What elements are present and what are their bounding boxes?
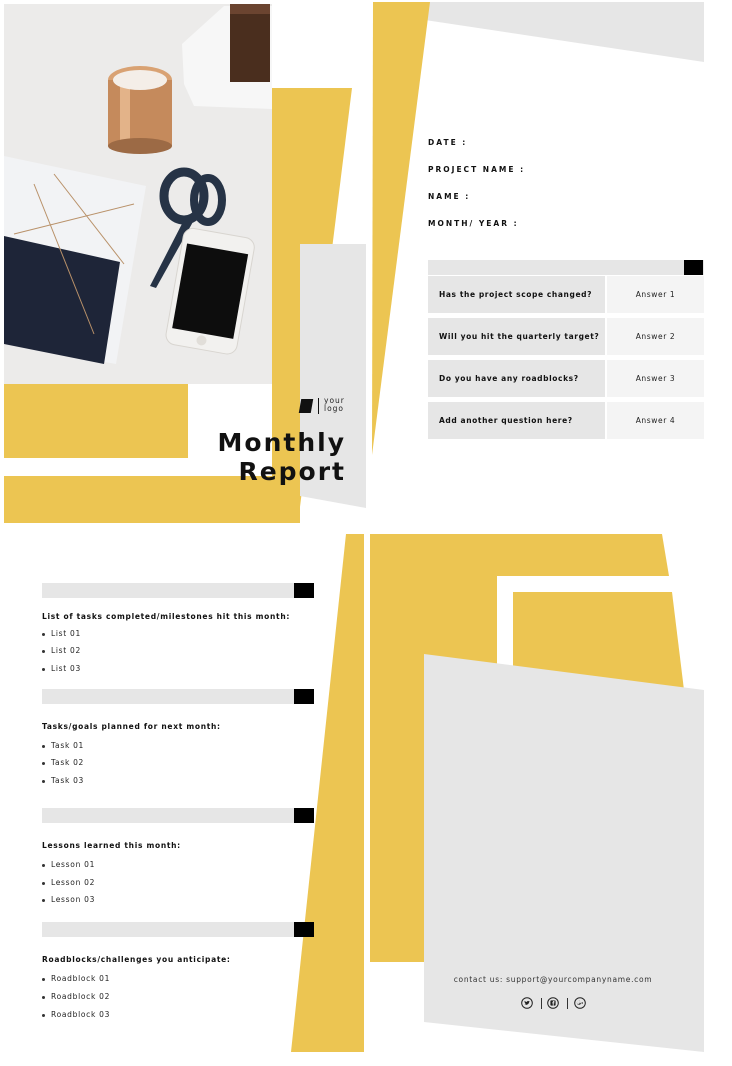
- logo-text-line: your: [324, 396, 345, 405]
- section-title: List of tasks completed/milestones hit this month:: [42, 612, 291, 621]
- list-item: [42, 992, 110, 1001]
- bullet-icon: [42, 633, 45, 636]
- date-field-label: DATE :: [428, 138, 468, 147]
- list-item: [42, 758, 84, 767]
- bullet-icon: [42, 978, 45, 981]
- section-header-mark: [294, 922, 314, 937]
- month-year-field-label: MONTH/ YEAR :: [428, 219, 519, 228]
- list-item-text: Lesson 01: [51, 860, 96, 869]
- question-text: Will you hit the quarterly target?: [428, 318, 605, 355]
- name-field-label: NAME :: [428, 192, 471, 201]
- answer-cell[interactable]: Answer 1: [607, 276, 704, 313]
- section-header-mark: [294, 583, 314, 598]
- info-yellow-stripe: [372, 2, 430, 455]
- list-item-text: Roadblock 01: [51, 974, 111, 983]
- info-gray-top: [425, 2, 704, 62]
- list-item: [42, 629, 81, 638]
- bullet-icon: [42, 780, 45, 783]
- bullet-icon: [42, 1014, 45, 1017]
- section-header-bar: [42, 583, 314, 598]
- logo-divider: [318, 398, 319, 414]
- section-header-bar: [42, 689, 314, 704]
- list-item: [42, 895, 95, 904]
- logo-mark: [299, 399, 313, 413]
- report-title: [200, 428, 346, 486]
- bullet-icon: [42, 650, 45, 653]
- project-name-field-label: PROJECT NAME :: [428, 165, 526, 174]
- answer-cell[interactable]: Answer 2: [607, 318, 704, 355]
- question-row: [428, 276, 704, 313]
- bullet-icon: [42, 882, 45, 885]
- back-gray-block: [424, 654, 704, 1052]
- list-item-text: List 02: [51, 646, 81, 655]
- logo-text: [324, 397, 345, 413]
- list-item: [42, 776, 84, 785]
- question-row: [428, 402, 704, 439]
- logo-text-line: logo: [324, 404, 345, 413]
- list-item-text: Lesson 03: [51, 895, 96, 904]
- bullet-icon: [42, 745, 45, 748]
- list-item: [42, 741, 84, 750]
- section-header-mark: [294, 808, 314, 823]
- question-text: Has the project scope changed?: [428, 276, 605, 313]
- list-item-text: Lesson 02: [51, 878, 96, 887]
- list-item-text: List 01: [51, 629, 81, 638]
- report-title-line: Report: [238, 457, 346, 486]
- question-row: [428, 360, 704, 397]
- section-header-mark: [294, 689, 314, 704]
- question-row: [428, 318, 704, 355]
- list-item: [42, 974, 110, 983]
- list-item: [42, 664, 81, 673]
- list-item-text: Task 01: [51, 741, 85, 750]
- bullet-icon: [42, 668, 45, 671]
- google-plus-icon[interactable]: [574, 997, 586, 1009]
- section-title: Tasks/goals planned for next month:: [42, 722, 221, 731]
- social-divider: [567, 998, 568, 1009]
- question-text: Do you have any roadblocks?: [428, 360, 605, 397]
- list-item-text: Roadblock 02: [51, 992, 111, 1001]
- bullet-icon: [42, 762, 45, 765]
- social-divider: [541, 998, 542, 1009]
- answer-cell[interactable]: Answer 3: [607, 360, 704, 397]
- questions-header-mark: [684, 260, 703, 275]
- list-item: [42, 1010, 110, 1019]
- list-item-text: List 03: [51, 664, 81, 673]
- section-header-bar: [42, 808, 314, 823]
- report-title-line: Monthly: [217, 428, 346, 457]
- question-text: Add another question here?: [428, 402, 605, 439]
- answer-cell[interactable]: Answer 4: [607, 402, 704, 439]
- contact-text: contact us: support@yourcompanyname.com: [453, 975, 653, 984]
- questions-header-bar: [428, 260, 704, 275]
- facebook-icon[interactable]: [547, 997, 559, 1009]
- section-title: Roadblocks/challenges you anticipate:: [42, 955, 231, 964]
- bullet-icon: [42, 864, 45, 867]
- cover-yellow-bar-1: [4, 384, 188, 458]
- bullet-icon: [42, 899, 45, 902]
- twitter-icon[interactable]: [521, 997, 533, 1009]
- bullet-icon: [42, 996, 45, 999]
- list-item-text: Task 02: [51, 758, 85, 767]
- section-title: Lessons learned this month:: [42, 841, 181, 850]
- list-item: [42, 646, 81, 655]
- list-item: [42, 878, 95, 887]
- section-header-bar: [42, 922, 314, 937]
- notes-yellow-stripe: [291, 534, 364, 1052]
- list-item: [42, 860, 95, 869]
- list-item-text: Roadblock 03: [51, 1010, 111, 1019]
- cover-photo: [4, 4, 272, 384]
- list-item-text: Task 03: [51, 776, 85, 785]
